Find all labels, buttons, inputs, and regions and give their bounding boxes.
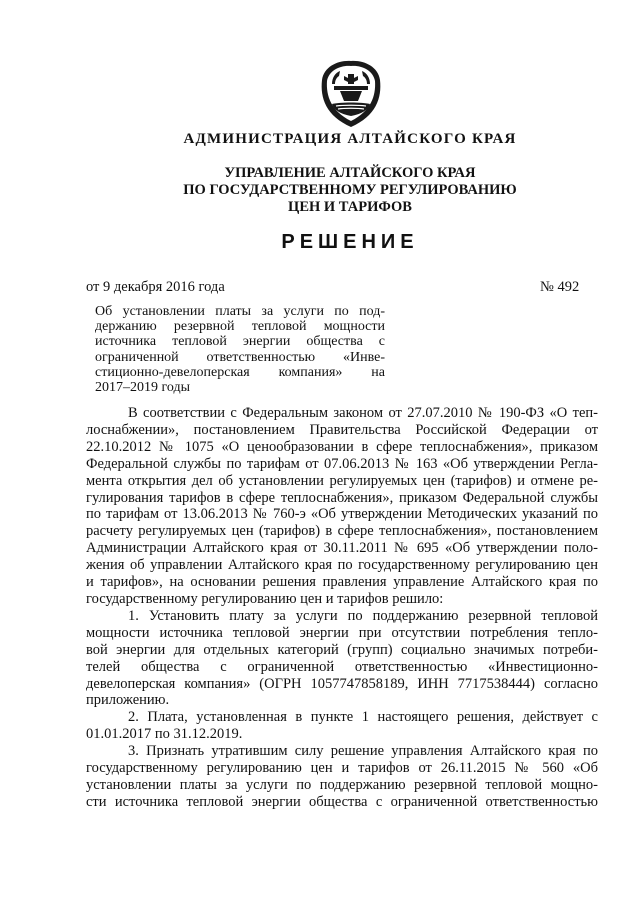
decision-subject [95, 304, 385, 395]
document-number: № 492 [540, 279, 580, 295]
department-name [0, 165, 640, 216]
subject-line: источника тепловой энергии общества с [95, 334, 385, 350]
body-line: 1. Установить плату за услуги по поддержанию резервной тепловой [128, 607, 598, 624]
administration-name: АДМИНИСТРАЦИЯ АЛТАЙСКОГО КРАЯ [183, 131, 517, 147]
body-line: лоснабжении», постановлением Правительства Российской Федерации от [86, 421, 598, 438]
body-line: Федеральной службы по тарифам от 07.06.2013 № 163 «Об утверждении Регла- [86, 455, 598, 472]
subject-line: ограниченной ответственностью «Инве- [95, 349, 385, 365]
body-line: приложению. [86, 692, 170, 709]
body-line: В соответствии с Федеральным законом от 27.07.2010 № 190-ФЗ «О теп- [128, 405, 598, 421]
body-line: по тарифам от 13.06.2013 № 760-э «Об утверждении Методических указаний по [86, 506, 598, 523]
body-line: 01.01.2017 по 31.12.2019. [86, 726, 243, 743]
department-line: УПРАВЛЕНИЕ АЛТАЙСКОГО КРАЯ [224, 165, 476, 181]
body-line: государственному регулированию цен и тарифов решило: [86, 590, 444, 607]
coat-of-arms-icon [318, 58, 384, 130]
body-line: и тарифов», на основании решения правления управление Алтайского края по [86, 574, 598, 591]
department-line: ЦЕН И ТАРИФОВ [288, 199, 412, 215]
body-line: 2. Плата, установленная в пункте 1 настоящего решения, действует с [128, 709, 598, 726]
decision-body [86, 405, 598, 811]
body-line: Администрации Алтайского края от 30.11.2011 № 695 «Об утверждении поло- [86, 540, 598, 557]
document-type-title: РЕШЕНИЕ [281, 231, 419, 253]
body-line: девелоперская компания» (ОГРН 1057747858189, ИНН 7717538444) согласно [86, 675, 598, 692]
body-line: мента открытия дел об установлении регулируемых цен (тарифов) и отмене ре- [86, 472, 598, 489]
body-line: жения об управлении Алтайского края по государственному регулированию цен [86, 557, 598, 574]
body-line: мощности источника тепловой энергии при отсутствии потребления тепло- [86, 624, 598, 641]
subject-line: 2017–2019 годы [95, 380, 191, 396]
document-date: от 9 декабря 2016 года [86, 279, 225, 295]
body-line: установлении платы за услуги по поддержанию резервной тепловой мощно- [86, 776, 598, 793]
subject-line: стиционно-девелоперская компания» на [95, 364, 385, 380]
body-line: гулирования тарифов в сфере теплоснабжения», приказом Федеральной службы [86, 489, 598, 506]
department-line: ПО ГОСУДАРСТВЕННОМУ РЕГУЛИРОВАНИЮ [183, 182, 517, 198]
body-line: расчету регулируемых цен (тарифов) в сфере теплоснабжения», постановлением [86, 523, 598, 540]
body-line: государственному регулированию цен и тарифов от 26.11.2015 № 560 «Об [86, 760, 598, 777]
body-line: телей общества с ограниченной ответственностью «Инвестиционно- [86, 658, 598, 675]
body-line: 3. Признать утратившим силу решение управления Алтайского края по [128, 743, 598, 760]
body-line: сти источника тепловой энергии общества с ограниченной ответственностью [86, 793, 598, 810]
body-line: 22.10.2012 № 1075 «О ценообразовании в сфере теплоснабжения», приказом [86, 438, 598, 455]
body-line: вой энергии для отдельных категорий (групп) социально значимых потреби- [86, 641, 598, 658]
subject-line: Об установлении платы за услуги по под- [95, 304, 385, 319]
subject-line: держанию резервной тепловой мощности [95, 319, 385, 335]
